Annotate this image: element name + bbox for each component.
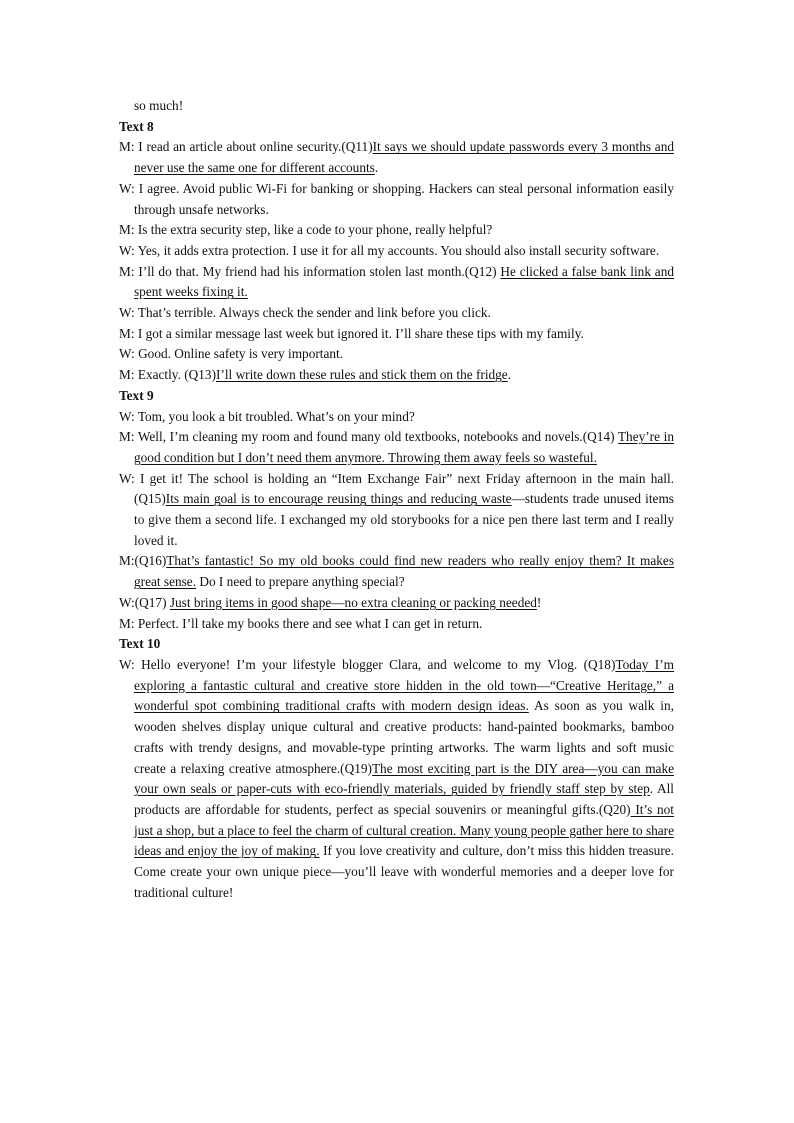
underlined-answer: Its main goal is to encourage reusing things and reducing waste bbox=[165, 491, 512, 507]
transcript-sections bbox=[119, 117, 674, 904]
dialogue-text: W: Hello everyone! I’m your lifestyle blogger Clara, and welcome to my Vlog. (Q18) bbox=[119, 656, 616, 672]
dialogue-text: W: Good. Online safety is very important. bbox=[119, 346, 344, 362]
dialogue-text: M: Well, I’m cleaning my room and found many old textbooks, notebooks and novels.(Q14) bbox=[119, 429, 618, 445]
dialogue-text: M: I read an article about online security.(Q11) bbox=[119, 139, 373, 155]
dialogue-text: W:(Q17) bbox=[119, 594, 170, 610]
dialogue-line bbox=[119, 655, 674, 903]
dialogue-text: . bbox=[374, 160, 379, 176]
dialogue-text: If you love creativity and culture, don’t miss this hidden treasure. Come create your own unique piece—you’ll leave with wonderful memories and a deeper love for traditional culture! bbox=[134, 843, 674, 900]
continued-line: so much! bbox=[134, 98, 184, 113]
underlined-answer: He clicked a false bank link and spent weeks fixing it. bbox=[134, 263, 675, 300]
dialogue-text: Do I need to prepare anything special? bbox=[196, 574, 405, 590]
dialogue-text: . bbox=[507, 367, 512, 383]
dialogue-line bbox=[119, 137, 674, 178]
dialogue-text: W: I get it! The school is holding an “Item Exchange Fair” next Friday afternoon in the main hall. (Q15) bbox=[119, 470, 674, 507]
dialogue-text: W: That’s terrible. Always check the sender and link before you click. bbox=[119, 305, 491, 321]
underlined-answer: It’s not just a shop, but a place to feel the charm of cultural creation. Many young people gather here to share ideas and enjoy the joy of making. bbox=[134, 801, 674, 859]
underlined-answer: That’s fantastic! So my old books could find new readers who really enjoy them? It makes great sense. bbox=[134, 553, 674, 590]
dialogue-text: W: Yes, it adds extra protection. I use it for all my accounts. You should also install security software. bbox=[119, 242, 660, 258]
dialogue-line bbox=[119, 614, 674, 635]
dialogue-text: M:(Q16) bbox=[119, 553, 167, 569]
dialogue-line bbox=[119, 407, 674, 428]
dialogue-text: As soon as you walk in, wooden shelves display unique cultural and creative products: hand-painted bookmarks, bamboo crafts with trendy designs, and movable-type printing artworks. The warm lights and soft music create a relaxing creative atmosphere.(Q19) bbox=[134, 698, 674, 776]
underlined-answer: I’ll write down these rules and stick them on the fridge bbox=[216, 367, 508, 383]
dialogue-line bbox=[119, 262, 674, 303]
underlined-answer: Today I’m exploring a fantastic cultural and creative store hidden in the old town—“Creative Heritage,” a wonderful spot combining traditional crafts with modern design ideas. bbox=[134, 656, 674, 714]
underlined-answer: It says we should update passwords every 3 months and never use the same one for different accounts bbox=[134, 139, 674, 176]
dialogue-text: M: I got a similar message last week but ignored it. I’ll share these tips with my family. bbox=[119, 325, 584, 341]
dialogue-line bbox=[119, 469, 674, 552]
dialogue-text: M: I’ll do that. My friend had his information stolen last month.(Q12) bbox=[119, 263, 501, 279]
dialogue-text: ! bbox=[536, 594, 542, 610]
dialogue-text: M: Perfect. I’ll take my books there and see what I can get in return. bbox=[119, 615, 483, 631]
dialogue-text: . All products are affordable for students, perfect as special souvenirs or meaningful gifts.(Q20) bbox=[134, 781, 675, 817]
dialogue-text: —students trade unused items to give them a second life. I exchanged my old storybooks for a nice pen there last term and I really loved it. bbox=[134, 491, 674, 548]
section-heading: Text 9 bbox=[119, 387, 154, 403]
dialogue-line bbox=[119, 220, 674, 241]
section-heading: Text 10 bbox=[119, 636, 161, 652]
dialogue-line bbox=[119, 179, 674, 220]
dialogue-text: M: Exactly. (Q13) bbox=[119, 367, 216, 383]
underlined-answer: Just bring items in good shape—no extra cleaning or packing needed bbox=[169, 594, 537, 610]
section-heading: Text 8 bbox=[119, 118, 154, 134]
dialogue-line bbox=[119, 551, 674, 592]
underlined-answer: They’re in good condition but I don’t need them anymore. Throwing them away feels so wasteful. bbox=[134, 429, 674, 465]
dialogue-line bbox=[119, 303, 674, 324]
dialogue-text: M: Is the extra security step, like a code to your phone, really helpful? bbox=[119, 222, 493, 238]
dialogue-line bbox=[119, 427, 674, 468]
document-page bbox=[119, 96, 674, 903]
underlined-answer: The most exciting part is the DIY area—you can make your own seals or paper-cuts with eco-friendly materials, guided by friendly staff step by step bbox=[134, 760, 674, 797]
dialogue-text: W: I agree. Avoid public Wi-Fi for banking or shopping. Hackers can steal personal information easily through unsafe networks. bbox=[119, 180, 674, 217]
dialogue-line bbox=[119, 241, 674, 262]
dialogue-line bbox=[119, 365, 674, 386]
dialogue-line bbox=[119, 593, 674, 614]
dialogue-line bbox=[119, 324, 674, 345]
dialogue-text: W: Tom, you look a bit troubled. What’s on your mind? bbox=[119, 408, 415, 424]
dialogue-line bbox=[119, 344, 674, 365]
